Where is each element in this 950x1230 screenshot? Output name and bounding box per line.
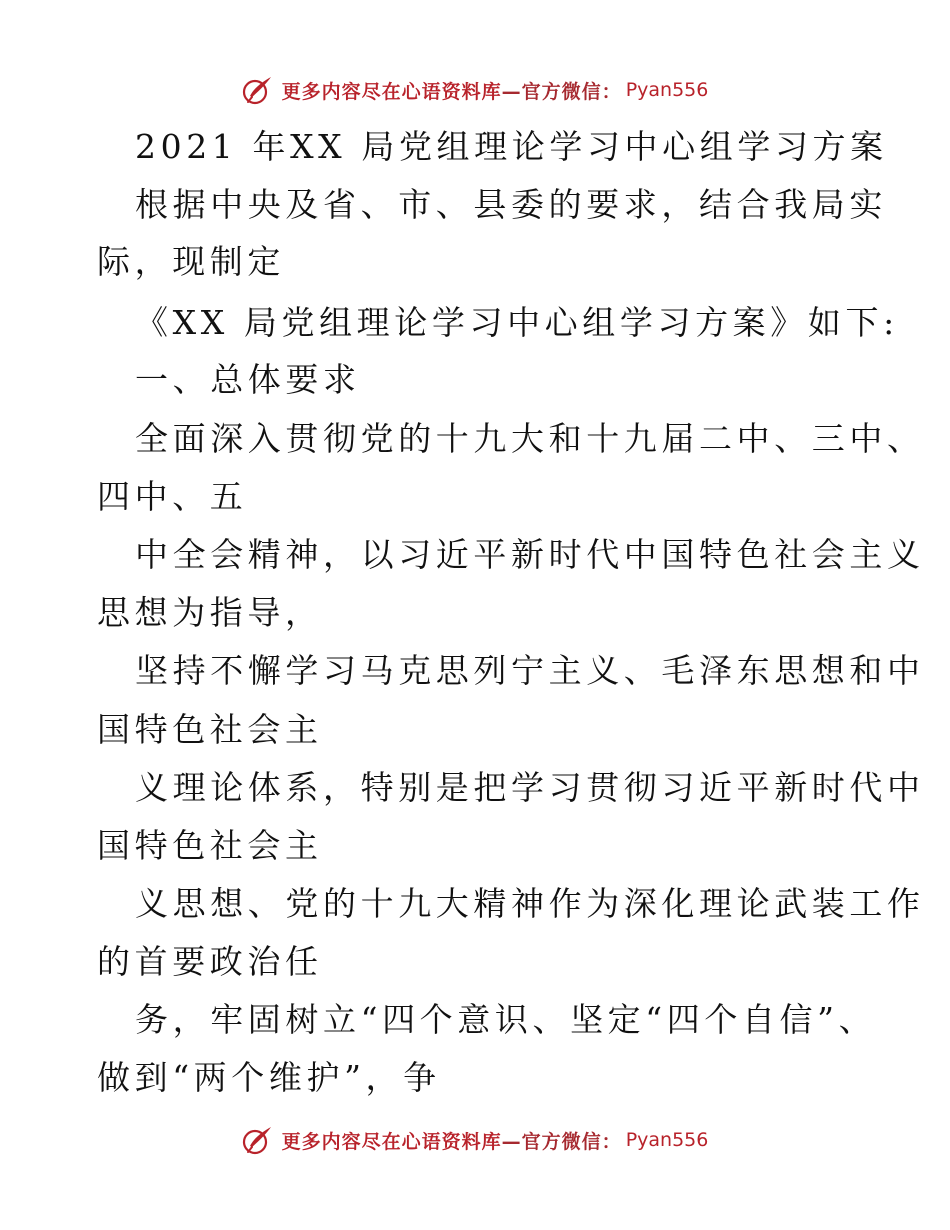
paragraph-line: 国特色社会主 [97, 826, 323, 865]
paragraph-line: 坚持不懈学习马克思列宁主义、毛泽东思想和中 [135, 651, 925, 690]
footer-watermark-banner [0, 1120, 950, 1160]
banner-text [282, 1127, 622, 1154]
paragraph-line: 义理论体系，特别是把学习贯彻习近平新时代中 [135, 768, 925, 807]
banner-wechat-label: 官方微信： [521, 80, 622, 103]
banner-dash: — [501, 1130, 522, 1153]
paragraph-line: 做到“两个维护”，争 [97, 1058, 441, 1097]
paragraph-line: 际，现制定 [97, 242, 285, 281]
paragraph-line: 中全会精神，以习近平新时代中国特色社会主义 [135, 535, 925, 574]
banner-wechat-label: 官方微信： [521, 1130, 622, 1153]
feather-pen-logo-icon [242, 74, 274, 106]
feather-pen-logo-icon [242, 1124, 274, 1156]
paragraph-line: 义思想、党的十九大精神作为深化理论武装工作 [135, 884, 925, 923]
paragraph-line: 四中、五 [97, 477, 248, 516]
banner-text [282, 77, 622, 104]
paragraph-line: 思想为指导， [97, 593, 323, 632]
paragraph-line: 全面深入贯彻党的十九大和十九届二中、三中、 [135, 419, 925, 458]
paragraph-line: 的首要政治任 [97, 942, 323, 981]
section-heading: 一、总体要求 [135, 360, 361, 399]
banner-dash: — [501, 80, 522, 103]
paragraph-line: 《XX 局党组理论学习中心组学习方案》如下: [135, 303, 899, 342]
banner-wechat-id: Pyan556 [625, 79, 709, 101]
banner-slogan: 更多内容尽在心语资料库 [281, 1130, 502, 1153]
paragraph-line: 国特色社会主 [97, 710, 323, 749]
paragraph-line: 根据中央及省、市、县委的要求，结合我局实 [135, 185, 887, 224]
paragraph-line: 务，牢固树立“四个意识、坚定“四个自信”、 [135, 1000, 877, 1039]
header-watermark-banner [0, 70, 950, 110]
banner-slogan: 更多内容尽在心语资料库 [281, 80, 502, 103]
document-title: 2021 年XX 局党组理论学习中心组学习方案 [135, 127, 888, 166]
banner-wechat-id: Pyan556 [625, 1129, 709, 1151]
